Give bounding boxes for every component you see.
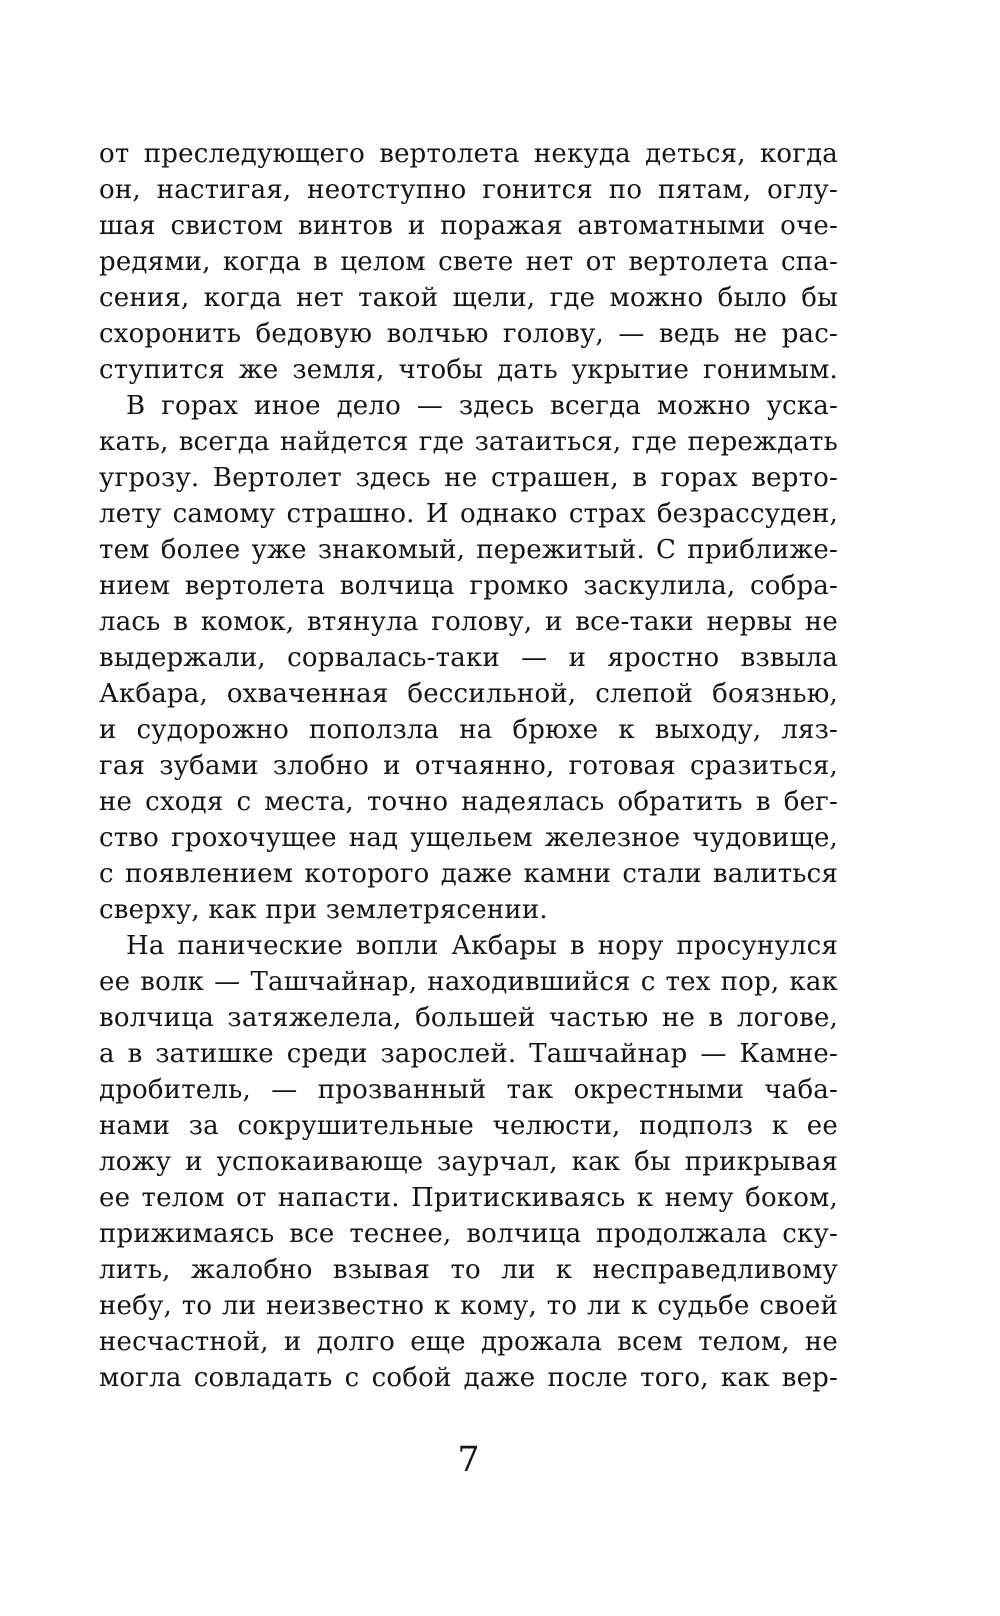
- text-line: На панические вопли Акбары в нору просунулся: [126, 931, 838, 961]
- text-line: гая зубами злобно и отчаянно, готовая сразиться,: [99, 751, 838, 781]
- text-line: несчастной, и долго еще дрожала всем телом, не: [99, 1327, 838, 1357]
- text-line: а в затишке среди зарослей. Ташчайнар — Камне-: [99, 1039, 838, 1069]
- text-line: могла совладать с собой даже после того, как вер-: [99, 1363, 838, 1393]
- text-line: волчица затяжелела, большей частью не в логове,: [99, 1003, 838, 1033]
- text-line: В горах иное дело — здесь всегда можно уска-: [126, 391, 838, 421]
- text-line: лась в комок, втянула голову, и все-таки нервы не: [99, 607, 838, 637]
- text-line: нием вертолета волчица громко заскулила, собра-: [99, 571, 838, 601]
- text-line: ступится же земля, чтобы дать укрытие гонимым.: [99, 355, 838, 385]
- text-line: сверху, как при землетрясении.: [99, 895, 548, 925]
- text-line: не сходя с места, точно надеялась обратить в бег-: [99, 787, 838, 817]
- text-line: сения, когда нет такой щели, где можно было бы: [99, 283, 838, 313]
- text-line: ее волк — Ташчайнар, находившийся с тех пор, как: [99, 967, 838, 997]
- text-line: кать, всегда найдется где затаиться, где переждать: [99, 427, 838, 457]
- text-line: лету самому страшно. И однако страх безрассуден,: [99, 499, 838, 529]
- text-line: небу, то ли неизвестно к кому, то ли к судьбе своей: [99, 1291, 838, 1321]
- text-line: от преследующего вертолета некуда деться, когда: [99, 139, 838, 169]
- text-line: угрозу. Вертолет здесь не страшен, в горах верто-: [99, 463, 838, 493]
- text-line: шая свистом винтов и поражая автоматными оче-: [99, 211, 838, 241]
- text-line: нами за сокрушительные челюсти, подполз к ее: [99, 1111, 838, 1141]
- text-line: ство грохочущее над ущельем железное чудовище,: [99, 823, 838, 853]
- text-line: лить, жалобно взывая то ли к несправедливому: [99, 1255, 838, 1285]
- text-line: ложу и успокаивающе заурчал, как бы прикрывая: [99, 1147, 838, 1177]
- text-line: схоронить бедовую волчью голову, — ведь не рас-: [99, 319, 838, 349]
- text-line: Акбара, охваченная бессильной, слепой боязнью,: [99, 679, 838, 709]
- text-line: прижимаясь все теснее, волчица продолжала ску-: [99, 1219, 838, 1249]
- text-line: ее телом от напасти. Притискиваясь к нему боком,: [99, 1183, 838, 1213]
- text-line: он, настигая, неотступно гонится по пятам, оглу-: [99, 175, 838, 205]
- text-line: редями, когда в целом свете нет от вертолета спа-: [99, 247, 838, 277]
- text-line: с появлением которого даже камни стали валиться: [99, 859, 838, 889]
- page-number: 7: [457, 1440, 480, 1480]
- text-line: тем более уже знакомый, пережитый. С приближе-: [99, 535, 838, 565]
- text-line: и судорожно поползла на брюхе к выходу, ляз-: [99, 715, 838, 745]
- text-line: выдержали, сорвалась-таки — и яростно взвыла: [99, 643, 838, 673]
- text-line: дробитель, — прозванный так окрестными чаба-: [99, 1075, 838, 1105]
- page-text: [99, 136, 838, 1396]
